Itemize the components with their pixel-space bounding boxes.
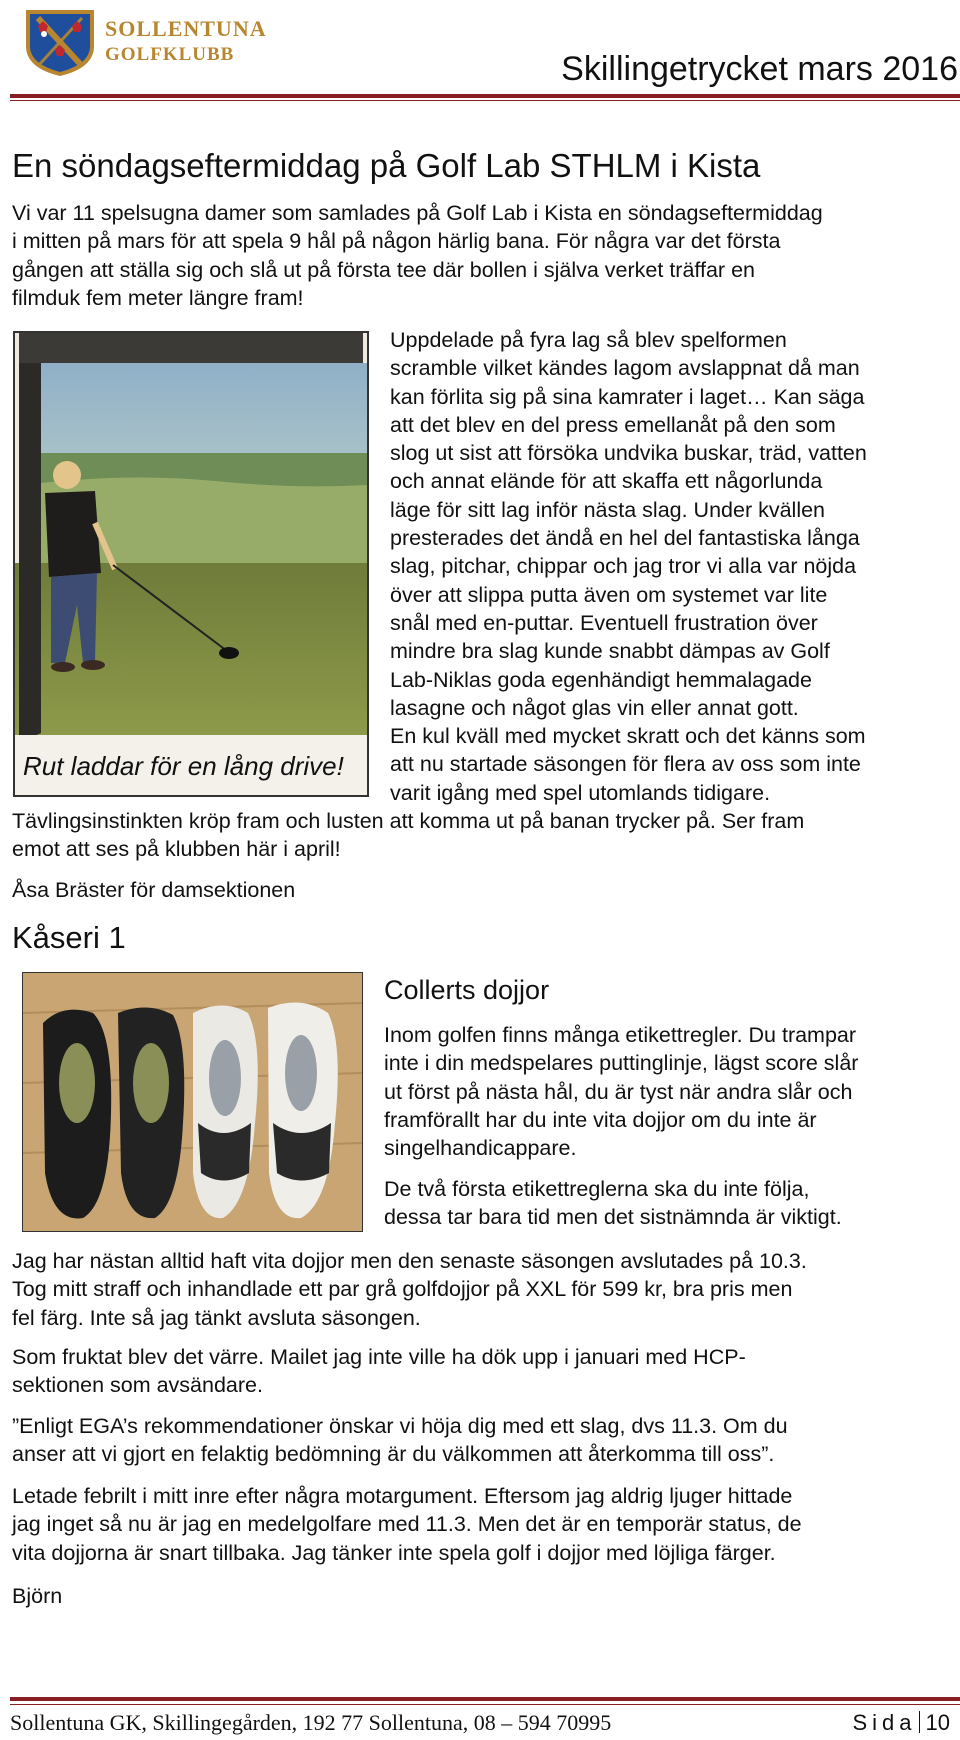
page-label: Sida bbox=[852, 1710, 917, 1735]
article-title: En söndagseftermiddag på Golf Lab STHLM i Kista bbox=[12, 147, 761, 184]
page-number bbox=[852, 1710, 950, 1736]
text-line: inte i din medspelares puttinglinje, lägst score slår bbox=[384, 1051, 859, 1076]
text-line: Tävlingsinstinkten kröp fram och lusten att komma ut på banan trycker på. Ser fram bbox=[12, 809, 805, 833]
article-body-side bbox=[390, 326, 867, 807]
article-signature: Åsa Bräster för damsektionen bbox=[12, 878, 296, 902]
golf-photo-image bbox=[15, 333, 367, 795]
text-line: lasagne och något glas vin eller annat gott. bbox=[390, 695, 799, 720]
club-logo bbox=[20, 6, 267, 82]
article2-paragraph-5 bbox=[12, 1412, 788, 1469]
text-line: ut först på nästa hål, du är tyst när andra slår och bbox=[384, 1079, 853, 1104]
section-title: Kåseri 1 bbox=[12, 920, 126, 955]
header-rule bbox=[10, 94, 960, 98]
text-line: och annat elände för att skaffa ett någorlunda bbox=[390, 469, 823, 494]
article2-paragraph-4 bbox=[12, 1343, 746, 1400]
club-crest-icon bbox=[20, 6, 100, 78]
text-line: Letade febrilt i mitt inre efter några motargument. Eftersom jag aldrig ljuger hittade bbox=[12, 1484, 793, 1508]
header-rule-thin bbox=[10, 100, 960, 101]
text-line: De två första etikettreglerna ska du inte följa, bbox=[384, 1177, 810, 1201]
text-line: presterades det ändå en hel del fantastiska långa bbox=[390, 526, 860, 551]
text-line: snål med en-puttar. Eventuell frustration över bbox=[390, 610, 818, 635]
text-line: En kul kväll med mycket skratt och det känns som bbox=[390, 724, 866, 749]
text-line: Vi var 11 spelsugna damer som samlades på Golf Lab i Kista en söndagseftermiddag bbox=[12, 201, 823, 225]
text-line: Inom golfen finns många etikettregler. Du trampar bbox=[384, 1023, 857, 1047]
text-line: emot att ses på klubben här i april! bbox=[12, 837, 341, 862]
text-line: filmduk fem meter längre fram! bbox=[12, 285, 304, 310]
text-line: i mitten på mars för att spela 9 hål på någon härlig bana. För några var det första bbox=[12, 229, 781, 254]
text-line: slag, pitchar, chippar och jag tror vi alla var nöjda bbox=[390, 554, 857, 579]
article-intro bbox=[12, 199, 823, 312]
golf-shoes-photo bbox=[22, 972, 363, 1232]
footer-rule-thin bbox=[10, 1704, 960, 1705]
footer-rule bbox=[10, 1697, 960, 1701]
club-name-line1: SOLLENTUNA bbox=[105, 16, 267, 41]
page-separator bbox=[919, 1711, 920, 1733]
article-subtitle: Collerts dojjor bbox=[384, 975, 550, 1005]
text-line: mindre bra slag kunde snabbt dämpas av Golf bbox=[390, 639, 830, 664]
photo-caption: Rut laddar för en lång drive! bbox=[23, 751, 344, 781]
text-line: singelhandicappare. bbox=[384, 1136, 577, 1161]
article2-paragraph-6 bbox=[12, 1482, 802, 1567]
page-number-value: 10 bbox=[925, 1710, 950, 1735]
text-line: Uppdelade på fyra lag så blev spelformen bbox=[390, 328, 787, 352]
text-line: vita dojjorna är snart tillbaka. Jag tänker inte spela golf i dojjor med löjliga färger. bbox=[12, 1540, 776, 1565]
text-line: anser att vi gjort en felaktig bedömning är du välkommen att återkomma till oss”. bbox=[12, 1442, 775, 1467]
issue-title: Skillingetrycket mars 2016 bbox=[561, 50, 958, 88]
text-line: över att slippa putta även om systemet var lite bbox=[390, 582, 828, 607]
shoes-photo-image bbox=[23, 973, 362, 1231]
text-line: scramble vilket kändes lagom avslappnat då man bbox=[390, 356, 860, 381]
text-line: dessa tar bara tid men det sistnämnda är viktigt. bbox=[384, 1205, 842, 1230]
text-line: Jag har nästan alltid haft vita dojjor men den senaste säsongen avslutades på 10.3. bbox=[12, 1249, 807, 1273]
text-line: varit igång med spel utomlands tidigare. bbox=[390, 780, 771, 805]
text-line: framförallt har du inte vita dojjor om du inte är bbox=[384, 1107, 817, 1132]
text-line: fel färg. Inte så jag tänkt avsluta säsongen. bbox=[12, 1305, 421, 1330]
text-line: Tog mitt straff och inhandlade ett par grå golfdojjor på XXL för 599 kr, bra pris men bbox=[12, 1277, 793, 1302]
text-line: att nu startade säsongen för flera av oss som inte bbox=[390, 752, 861, 777]
article-closing bbox=[12, 807, 804, 864]
text-line: kan förlita sig på sina kamrater i laget… Kan säga bbox=[390, 384, 865, 409]
golf-simulator-photo bbox=[13, 331, 369, 797]
article2-paragraph-3 bbox=[12, 1247, 807, 1332]
text-line: Lab-Niklas goda egenhändigt hemmalagade bbox=[390, 667, 812, 692]
footer-address: Sollentuna GK, Skillingegården, 192 77 Sollentuna, 08 – 594 70995 bbox=[10, 1710, 612, 1735]
club-name-line2: GOLFKLUBB bbox=[105, 44, 235, 65]
text-line: Som fruktat blev det värre. Mailet jag inte ville ha dök upp i januari med HCP- bbox=[12, 1345, 746, 1369]
article2-paragraph-2 bbox=[384, 1175, 842, 1232]
article2-signature: Björn bbox=[12, 1584, 63, 1608]
text-line: jag inget så nu är jag en medelgolfare med 11.3. Men det är en temporär status, de bbox=[12, 1512, 802, 1537]
text-line: slog ut sist att försöka undvika buskar, träd, vatten bbox=[390, 441, 867, 466]
text-line: ”Enligt EGA’s rekommendationer önskar vi höja dig med ett slag, dvs 11.3. Om du bbox=[12, 1414, 788, 1438]
article2-paragraph-1 bbox=[384, 1021, 858, 1162]
text-line: att det blev en del press emellanåt på den som bbox=[390, 412, 836, 437]
text-line: sektionen som avsändare. bbox=[12, 1373, 263, 1398]
text-line: gången att ställa sig och slå ut på första tee där bollen i själva verket träffar en bbox=[12, 257, 755, 282]
text-line: läge för sitt lag inför nästa slag. Under kvällen bbox=[390, 497, 826, 522]
